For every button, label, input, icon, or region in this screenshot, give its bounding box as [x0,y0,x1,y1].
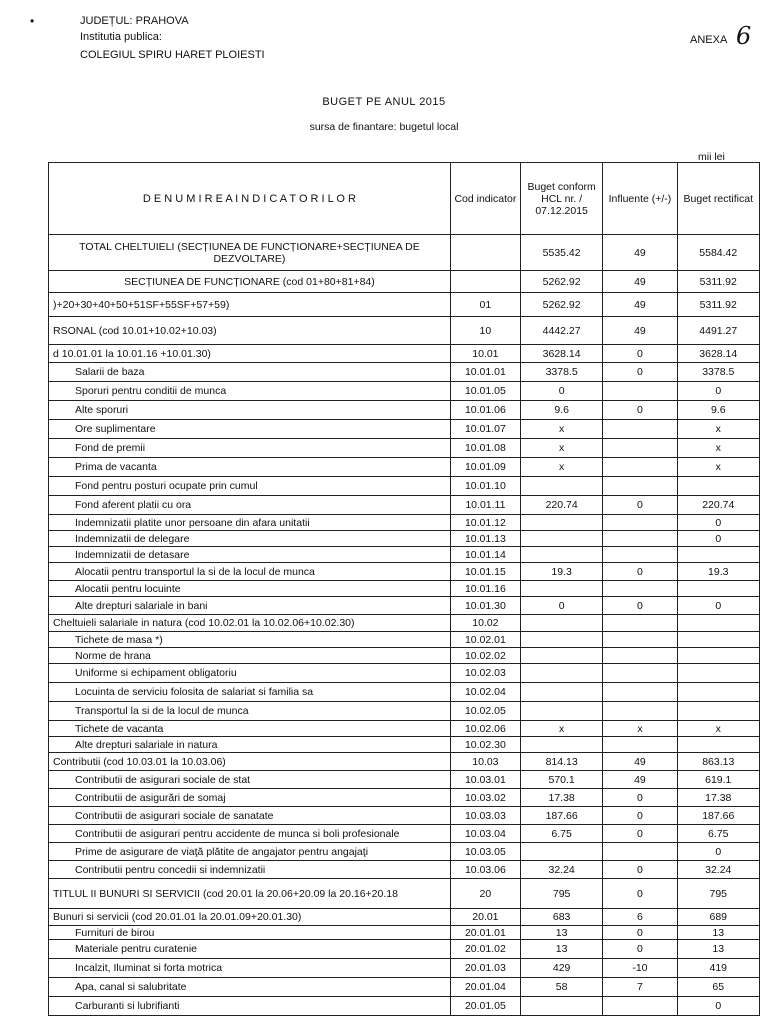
row-code: 10.02.03 [450,664,520,683]
row-rectificat: 13 [677,940,759,959]
table-row [49,401,760,420]
row-buget [520,531,602,547]
row-influente [603,547,677,563]
row-buget [520,547,602,563]
table-header-row [49,163,760,235]
row-rectificat: x [677,721,759,737]
row-influente [603,615,677,632]
row-rectificat: 5584.42 [677,235,759,271]
row-rectificat: 5311.92 [677,293,759,317]
row-influente: -10 [603,959,677,978]
school-name: COLEGIUL SPIRU HARET PLOIESTI [80,49,265,61]
row-code: 20.01.04 [450,978,520,997]
row-buget: 58 [520,978,602,997]
row-buget: 795 [520,879,602,909]
row-name: SECȚIUNEA DE FUNCȚIONARE (cod 01+80+81+84) [49,271,451,293]
row-name: d 10.01.01 la 10.01.16 +10.01.30) [49,345,451,363]
row-rectificat: 5311.92 [677,271,759,293]
row-influente [603,439,677,458]
row-buget: 17.38 [520,789,602,807]
table-row [49,632,760,648]
row-name: Indemnizatii de delegare [49,531,451,547]
row-rectificat: 419 [677,959,759,978]
row-name: Contributii de asigurari sociale de stat [49,771,451,789]
row-name: Apa, canal si salubritate [49,978,451,997]
table-row [49,940,760,959]
row-name: Contributii de asigurări de somaj [49,789,451,807]
row-buget [520,664,602,683]
row-name: Tichete de masa *) [49,632,451,648]
row-rectificat: 619.1 [677,771,759,789]
row-buget [520,632,602,648]
row-name: Furnituri de birou [49,926,451,940]
row-rectificat: x [677,420,759,439]
row-rectificat [677,664,759,683]
row-code: 10.02.06 [450,721,520,737]
row-code: 10.03.03 [450,807,520,825]
row-influente [603,531,677,547]
row-name: Sporuri pentru conditii de munca [49,382,451,401]
row-name: TITLUL II BUNURI SI SERVICII (cod 20.01 la 20.06+20.09 la 20.16+20.18 [49,879,451,909]
row-rectificat: 187.66 [677,807,759,825]
row-name: RSONAL (cod 10.01+10.02+10.03) [49,317,451,345]
row-code: 10.01.16 [450,581,520,597]
row-rectificat: 9.6 [677,401,759,420]
row-buget [520,843,602,861]
row-influente [603,843,677,861]
table-row [49,317,760,345]
annex-number: 6 [736,22,752,50]
row-influente [603,683,677,702]
row-rectificat: 220.74 [677,496,759,515]
row-name: Alocatii pentru locuinte [49,581,451,597]
budget-table [48,162,760,1016]
col-header-rectificat: Buget rectificat [677,163,759,235]
row-influente: x [603,721,677,737]
table-row [49,721,760,737]
row-rectificat: 0 [677,997,759,1016]
table-row [49,477,760,496]
row-name: Uniforme si echipament obligatoriu [49,664,451,683]
row-rectificat: 19.3 [677,563,759,581]
row-name: Tichete de vacanta [49,721,451,737]
row-code: 10.01.05 [450,382,520,401]
row-rectificat [677,737,759,753]
row-name: Bunuri si servicii (cod 20.01.01 la 20.01.09+20.01.30) [49,909,451,926]
row-code: 10.03.05 [450,843,520,861]
table-row [49,496,760,515]
row-influente: 0 [603,496,677,515]
row-code: 10.01.08 [450,439,520,458]
table-row [49,382,760,401]
row-code: 20 [450,879,520,909]
row-influente: 0 [603,563,677,581]
row-code: 20.01.03 [450,959,520,978]
row-code: 10.02.02 [450,648,520,664]
row-name: Alocatii pentru transportul la si de la locul de munca [49,563,451,581]
row-influente: 0 [603,597,677,615]
row-rectificat [677,702,759,721]
row-influente [603,581,677,597]
institution-label: Institutia publica: [80,31,162,43]
row-buget: 9.6 [520,401,602,420]
table-row [49,648,760,664]
row-buget: 220.74 [520,496,602,515]
table-row [49,271,760,293]
col-header-code: Cod indicator [450,163,520,235]
row-buget [520,997,602,1016]
row-name: TOTAL CHELTUIELI (SECȚIUNEA DE FUNCȚIONARE+SECȚIUNEA DE DEZVOLTARE) [49,235,451,271]
row-influente [603,664,677,683]
row-rectificat: 6.75 [677,825,759,843]
row-rectificat: x [677,439,759,458]
row-influente: 0 [603,345,677,363]
col-header-influente: Influente (+/-) [603,163,677,235]
row-influente: 7 [603,978,677,997]
row-influente [603,997,677,1016]
row-code [450,271,520,293]
row-influente: 49 [603,235,677,271]
table-row [49,515,760,531]
unit-label: mii lei [698,151,725,163]
row-name: Alte drepturi salariale in natura [49,737,451,753]
row-buget [520,737,602,753]
row-rectificat: 863.13 [677,753,759,771]
row-influente: 0 [603,825,677,843]
row-buget: 13 [520,940,602,959]
budget-table-wrapper [48,162,768,1024]
annex-label: ANEXA [690,34,728,46]
col-header-buget: Buget conform HCL nr. / 07.12.2015 [520,163,602,235]
row-rectificat: 17.38 [677,789,759,807]
row-buget [520,615,602,632]
row-influente [603,382,677,401]
row-name: Incalzit, Iluminat si forta motrica [49,959,451,978]
row-buget [520,683,602,702]
row-code [450,235,520,271]
row-code: 10.01.30 [450,597,520,615]
row-name: Contributii (cod 10.03.01 la 10.03.06) [49,753,451,771]
row-buget: x [520,721,602,737]
row-influente [603,632,677,648]
row-code: 10.01.11 [450,496,520,515]
row-rectificat [677,615,759,632]
row-name: Alte sporuri [49,401,451,420]
table-row [49,363,760,382]
row-rectificat: 689 [677,909,759,926]
row-influente [603,420,677,439]
row-buget: 570.1 [520,771,602,789]
table-row [49,861,760,879]
row-influente: 49 [603,753,677,771]
table-row [49,702,760,721]
row-influente: 0 [603,940,677,959]
row-name: Locuinta de serviciu folosita de salariat si familia sa [49,683,451,702]
row-buget: 3628.14 [520,345,602,363]
row-influente [603,477,677,496]
row-buget: 32.24 [520,861,602,879]
row-rectificat: 0 [677,382,759,401]
row-rectificat: x [677,458,759,477]
table-row [49,926,760,940]
row-buget: 429 [520,959,602,978]
row-code: 10.02 [450,615,520,632]
row-buget: 683 [520,909,602,926]
row-influente [603,648,677,664]
table-row [49,664,760,683]
row-code: 10.02.30 [450,737,520,753]
row-buget: 19.3 [520,563,602,581]
row-influente [603,702,677,721]
col-header-name: D E N U M I R E A I N D I C A T O R I L O R [49,163,451,235]
table-row [49,345,760,363]
row-name: Contributii pentru concedii si indemnizatii [49,861,451,879]
table-row [49,531,760,547]
table-row [49,581,760,597]
row-buget [520,581,602,597]
row-rectificat [677,581,759,597]
row-rectificat: 13 [677,926,759,940]
row-rectificat [677,683,759,702]
row-buget: x [520,420,602,439]
row-rectificat [677,648,759,664]
row-buget: 814.13 [520,753,602,771]
row-buget: 5262.92 [520,271,602,293]
row-name: Norme de hrana [49,648,451,664]
row-rectificat: 0 [677,597,759,615]
row-name: Indemnizatii de detasare [49,547,451,563]
row-code: 10.03.02 [450,789,520,807]
row-name: Indemnizatii platite unor persoane din afara unitatii [49,515,451,531]
table-row [49,879,760,909]
row-name: Prime de asigurare de viaţă plătite de angajator pentru angajaţi [49,843,451,861]
table-row [49,959,760,978]
row-code: 10.03.04 [450,825,520,843]
scan-mark: • [30,14,35,28]
row-code: 20.01 [450,909,520,926]
row-rectificat: 32.24 [677,861,759,879]
row-name: Cheltuieli salariale in natura (cod 10.02.01 la 10.02.06+10.02.30) [49,615,451,632]
table-row [49,439,760,458]
row-buget: 0 [520,597,602,615]
row-buget [520,477,602,496]
row-code: 20.01.01 [450,926,520,940]
row-influente: 0 [603,363,677,382]
table-row [49,997,760,1016]
row-code: 20.01.02 [450,940,520,959]
row-influente: 0 [603,926,677,940]
row-rectificat: 3378.5 [677,363,759,382]
row-buget: 13 [520,926,602,940]
row-code: 10.01.12 [450,515,520,531]
row-influente: 0 [603,789,677,807]
county-label: JUDEȚUL: PRAHOVA [80,15,189,27]
row-buget: 6.75 [520,825,602,843]
row-code: 10.01.06 [450,401,520,420]
row-name: Salarii de baza [49,363,451,382]
table-row [49,597,760,615]
row-buget: x [520,458,602,477]
document-title: BUGET PE ANUL 2015 [322,96,446,108]
row-influente: 49 [603,293,677,317]
row-code: 10.02.04 [450,683,520,702]
table-row [49,753,760,771]
row-buget: 5262.92 [520,293,602,317]
row-code: 10 [450,317,520,345]
row-name: Prima de vacanta [49,458,451,477]
row-influente: 0 [603,879,677,909]
row-buget: 187.66 [520,807,602,825]
row-buget: 3378.5 [520,363,602,382]
table-row [49,789,760,807]
table-row [49,807,760,825]
row-code: 10.02.05 [450,702,520,721]
row-buget [520,515,602,531]
row-rectificat: 4491.27 [677,317,759,345]
row-code: 10.01.15 [450,563,520,581]
row-code: 20.01.05 [450,997,520,1016]
row-rectificat: 795 [677,879,759,909]
row-buget: 5535.42 [520,235,602,271]
row-code: 10.03.01 [450,771,520,789]
table-row [49,547,760,563]
funding-source: sursa de finantare: bugetul local [309,121,459,133]
row-rectificat [677,632,759,648]
row-name: Fond de premii [49,439,451,458]
row-code: 10.01.07 [450,420,520,439]
table-row [49,978,760,997]
row-name: Carburanti si lubrifianti [49,997,451,1016]
row-code: 10.01.09 [450,458,520,477]
table-row [49,420,760,439]
row-name: Fond pentru posturi ocupate prin cumul [49,477,451,496]
row-name: Contributii de asigurari sociale de sanatate [49,807,451,825]
row-influente [603,458,677,477]
row-rectificat [677,477,759,496]
table-row [49,825,760,843]
row-code: 10.01.14 [450,547,520,563]
table-row [49,458,760,477]
table-row [49,737,760,753]
row-rectificat: 0 [677,515,759,531]
row-buget [520,648,602,664]
table-row [49,843,760,861]
row-code: 10.03 [450,753,520,771]
row-name: Alte drepturi salariale in bani [49,597,451,615]
row-code: 10.01 [450,345,520,363]
row-name: Contributii de asigurari pentru accidente de munca si boli profesionale [49,825,451,843]
table-row [49,563,760,581]
row-rectificat [677,547,759,563]
row-buget: 4442.27 [520,317,602,345]
row-code: 01 [450,293,520,317]
row-name: Fond aferent platii cu ora [49,496,451,515]
row-buget: x [520,439,602,458]
row-influente: 0 [603,807,677,825]
row-influente [603,737,677,753]
row-influente: 49 [603,271,677,293]
table-row [49,771,760,789]
row-rectificat: 3628.14 [677,345,759,363]
row-buget: 0 [520,382,602,401]
row-influente: 49 [603,771,677,789]
row-code: 10.01.13 [450,531,520,547]
table-row [49,235,760,271]
table-body [49,235,760,1016]
table-row [49,683,760,702]
row-code: 10.02.01 [450,632,520,648]
row-influente [603,515,677,531]
row-influente: 49 [603,317,677,345]
row-rectificat: 0 [677,531,759,547]
table-row [49,909,760,926]
table-row [49,293,760,317]
row-code: 10.01.01 [450,363,520,382]
row-buget [520,702,602,721]
row-influente: 0 [603,861,677,879]
row-name: Transportul la si de la locul de munca [49,702,451,721]
row-name: Ore suplimentare [49,420,451,439]
row-code: 10.03.06 [450,861,520,879]
table-row [49,615,760,632]
row-influente: 0 [603,401,677,420]
row-name: )+20+30+40+50+51SF+55SF+57+59) [49,293,451,317]
row-influente: 6 [603,909,677,926]
row-name: Materiale pentru curatenie [49,940,451,959]
row-rectificat: 65 [677,978,759,997]
row-code: 10.01.10 [450,477,520,496]
row-rectificat: 0 [677,843,759,861]
